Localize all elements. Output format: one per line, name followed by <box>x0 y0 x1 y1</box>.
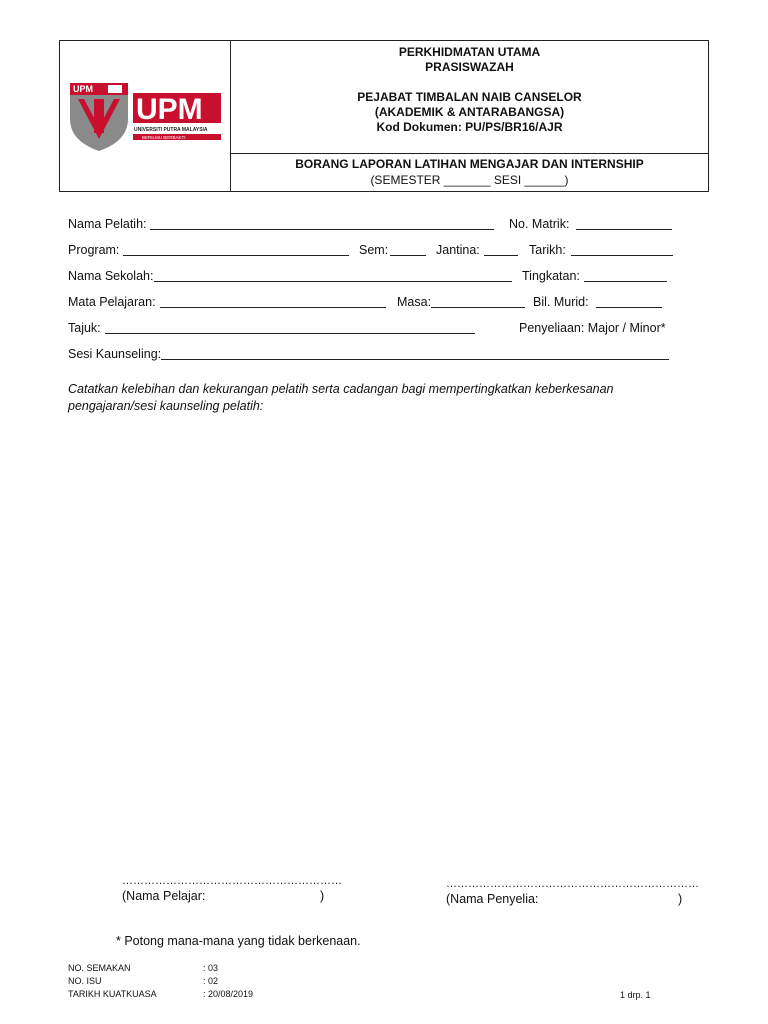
nama-sekolah-input[interactable] <box>154 269 512 282</box>
label-program: Program: <box>68 243 120 257</box>
doc-code: Kod Dokumen: PU/PS/BR16/AJR <box>376 120 563 134</box>
bil-murid-input[interactable] <box>596 295 662 308</box>
jantina-input[interactable] <box>484 243 518 256</box>
label-jantina: Jantina: <box>436 243 480 257</box>
page-number: 1 drp. 1 <box>620 990 651 1000</box>
svg-text:UPM: UPM <box>73 84 93 94</box>
tingkatan-input[interactable] <box>584 269 667 282</box>
title-line1: PERKHIDMATAN UTAMA <box>398 45 541 59</box>
row-mata-pelajaran <box>68 295 678 321</box>
label-tingkatan: Tingkatan: <box>522 269 580 283</box>
document-footer <box>68 962 253 1001</box>
label-masa: Masa: <box>397 295 432 309</box>
svg-text:BERILMU BERBAKTI: BERILMU BERBAKTI <box>142 135 186 140</box>
upm-logo <box>68 79 223 159</box>
label-tarikh: Tarikh: <box>529 243 566 257</box>
label-nama-sekolah: Nama Sekolah: <box>68 269 154 283</box>
logo-cell <box>60 41 231 191</box>
student-signature-close: ) <box>320 889 325 903</box>
label-no-matrik: No. Matrik: <box>509 217 570 231</box>
svg-text:UPM: UPM <box>136 93 203 126</box>
label-sem: Sem: <box>359 243 389 257</box>
tarikh-input[interactable] <box>571 243 673 256</box>
office-line1: PEJABAT TIMBALAN NAIB CANSELOR <box>357 90 582 104</box>
student-signature-label: (Nama Pelajar: <box>122 889 206 903</box>
office-line2: (AKADEMIK & ANTARABANGSA) <box>374 105 565 119</box>
footer-row: NO. ISU : 02 <box>68 976 219 986</box>
label-tajuk: Tajuk: <box>68 321 101 335</box>
header-titles <box>231 41 708 154</box>
row-program <box>68 243 678 269</box>
header-info <box>231 41 708 191</box>
supervisor-signature-close: ) <box>678 892 683 906</box>
header-table <box>59 40 709 192</box>
label-sesi-kaunseling: Sesi Kaunseling: <box>68 347 162 361</box>
footer-row: NO. SEMAKAN : 03 <box>68 963 219 973</box>
instruction-text: Catatkan kelebihan dan kekurangan pelatih serta cadangan bagi mempertingkatkan keberkesanan pengajaran/sesi kaunseling pelatih: <box>68 382 614 413</box>
form-title-block <box>231 154 708 191</box>
label-bil-murid: Bil. Murid: <box>533 295 589 309</box>
masa-input[interactable] <box>431 295 525 308</box>
title-line2: PRASISWAZAH <box>425 60 514 74</box>
row-nama-sekolah <box>68 269 678 295</box>
supervisor-signature-dots: …………………………………………………………… <box>446 878 699 890</box>
sem-input[interactable] <box>390 243 426 256</box>
footer-row: TARIKH KUATKUASA : 20/08/2019 <box>68 989 254 999</box>
label-nama-pelatih: Nama Pelatih: <box>68 217 147 231</box>
row-sesi-kaunseling <box>68 347 678 373</box>
supervisor-signature-label: (Nama Penyelia: <box>446 892 539 906</box>
row-tajuk <box>68 321 678 347</box>
program-input[interactable] <box>123 243 349 256</box>
form-fields <box>68 217 678 373</box>
footnote: * Potong mana-mana yang tidak berkenaan. <box>116 934 361 948</box>
row-nama-pelatih <box>68 217 678 243</box>
no-matrik-input[interactable] <box>576 217 672 230</box>
label-penyeliaan: Penyeliaan: Major / Minor* <box>519 321 666 335</box>
student-signature-dots: …………………………………………………… <box>122 875 342 887</box>
form-subtitle: (SEMESTER _______ SESI ______) <box>370 173 569 187</box>
mata-pelajaran-input[interactable] <box>160 295 386 308</box>
form-title: BORANG LAPORAN LATIHAN MENGAJAR DAN INTERNSHIP <box>295 157 644 171</box>
svg-text:UNIVERSITI PUTRA MALAYSIA: UNIVERSITI PUTRA MALAYSIA <box>134 127 208 133</box>
nama-pelatih-input[interactable] <box>150 217 494 230</box>
label-mata-pelajaran: Mata Pelajaran: <box>68 295 156 309</box>
tajuk-input[interactable] <box>105 321 475 334</box>
upm-crest-icon <box>68 79 223 154</box>
sesi-kaunseling-input[interactable] <box>161 347 669 360</box>
